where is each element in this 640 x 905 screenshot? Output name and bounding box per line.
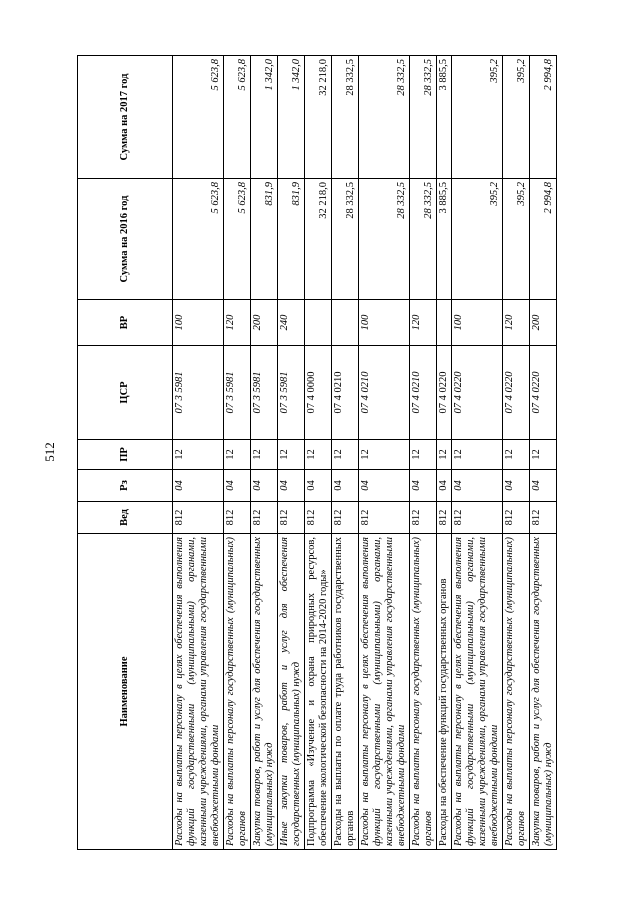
cell-sum-2016: 28 332,5: [410, 179, 437, 300]
cell-name: Расходы на выплаты персоналу в целях обеспечения выполнения функций государственными (муниципальными) органами, казенными учреждениями, органами управления государственными внебюджетными фондами: [359, 534, 410, 850]
cell-name: Расходы на выплаты персоналу государственных (муниципальных) органов: [224, 534, 251, 850]
cell-rz: 04: [359, 470, 410, 502]
cell-vr: 120: [410, 300, 437, 346]
table-body: [173, 56, 557, 850]
cell-sum-2016: 5 623,8: [224, 179, 251, 300]
cell-ved: 812: [503, 502, 530, 534]
cell-vr: 240: [278, 300, 305, 346]
cell-pr: 12: [410, 440, 437, 470]
table-row: [530, 56, 557, 850]
table-row: [305, 56, 332, 850]
cell-pr: 12: [503, 440, 530, 470]
cell-rz: 04: [530, 470, 557, 502]
cell-rz: 04: [452, 470, 503, 502]
cell-vr: [305, 300, 332, 346]
cell-vr: 120: [224, 300, 251, 346]
cell-sum-2017: 1 342,0: [278, 56, 305, 179]
table-row: [278, 56, 305, 850]
budget-table: [77, 55, 557, 850]
cell-pr: 12: [437, 440, 452, 470]
rotated-page: [77, 56, 601, 850]
table-row: [173, 56, 224, 850]
cell-sum-2017: 1 342,0: [251, 56, 278, 179]
cell-csr: 07 4 0220: [530, 346, 557, 440]
header-sum-2017: Сумма на 2017 год: [78, 56, 173, 179]
cell-sum-2016: 28 332,5: [332, 179, 359, 300]
header-vr: ВР: [78, 300, 173, 346]
cell-name: Закупка товаров, работ и услуг для обеспечения государственных (муниципальных) нужд: [251, 534, 278, 850]
page-number: 512: [42, 442, 57, 462]
cell-pr: 12: [278, 440, 305, 470]
cell-name: Подпрограмма «Изучение и охрана природных ресурсов, обеспечение экологической безопасности на 2014-2020 годы»: [305, 534, 332, 850]
cell-vr: 200: [251, 300, 278, 346]
cell-name: Иные закупки товаров, работ и услуг для обеспечения государственных (муниципальных) нужд: [278, 534, 305, 850]
cell-ved: 812: [278, 502, 305, 534]
table-row: [452, 56, 503, 850]
cell-csr: 07 3 5981: [224, 346, 251, 440]
cell-ved: 812: [452, 502, 503, 534]
cell-sum-2017: 5 623,8: [224, 56, 251, 179]
cell-name: Расходы на выплаты персоналу государственных (муниципальных) органов: [503, 534, 530, 850]
cell-ved: 812: [437, 502, 452, 534]
cell-name: Расходы на обеспечение функций государственных органов: [437, 534, 452, 850]
header-sum-2016: Сумма на 2016 год: [78, 179, 173, 300]
cell-vr: 120: [503, 300, 530, 346]
cell-rz: 04: [305, 470, 332, 502]
cell-sum-2017: 32 218,0: [305, 56, 332, 179]
table-row: [410, 56, 437, 850]
cell-name: Расходы на выплаты персоналу в целях обеспечения выполнения функций государственными (муниципальными) органами, казенными учреждениями, органами управления государственными внебюджетными фондами: [452, 534, 503, 850]
cell-csr: 07 4 0220: [437, 346, 452, 440]
cell-name: Расходы на выплаты по оплате труда работников государственных органов: [332, 534, 359, 850]
cell-vr: 200: [530, 300, 557, 346]
cell-rz: 04: [410, 470, 437, 502]
cell-rz: 04: [332, 470, 359, 502]
cell-pr: 12: [530, 440, 557, 470]
table-header-row: [78, 56, 173, 850]
cell-sum-2017: 5 623,8: [173, 56, 224, 179]
cell-sum-2016: 3 885,5: [437, 179, 452, 300]
table-row: [503, 56, 530, 850]
cell-sum-2016: 2 994,8: [530, 179, 557, 300]
table-row: [437, 56, 452, 850]
cell-rz: 04: [251, 470, 278, 502]
cell-pr: 12: [224, 440, 251, 470]
cell-sum-2016: 831,9: [251, 179, 278, 300]
cell-csr: 07 3 5981: [251, 346, 278, 440]
header-csr: ЦСР: [78, 346, 173, 440]
cell-name: Расходы на выплаты персоналу государственных (муниципальных) органов: [410, 534, 437, 850]
cell-csr: 07 4 0000: [305, 346, 332, 440]
cell-vr: [332, 300, 359, 346]
cell-vr: 100: [173, 300, 224, 346]
cell-csr: 07 3 5981: [278, 346, 305, 440]
cell-rz: 04: [503, 470, 530, 502]
cell-csr: 07 4 0220: [503, 346, 530, 440]
cell-sum-2016: 32 218,0: [305, 179, 332, 300]
cell-sum-2017: 28 332,5: [332, 56, 359, 179]
cell-ved: 812: [332, 502, 359, 534]
table-row: [224, 56, 251, 850]
cell-ved: 812: [410, 502, 437, 534]
cell-rz: 04: [173, 470, 224, 502]
cell-sum-2016: 395,2: [503, 179, 530, 300]
header-pr: ПР: [78, 440, 173, 470]
cell-rz: 04: [278, 470, 305, 502]
table-row: [359, 56, 410, 850]
cell-sum-2017: 395,2: [503, 56, 530, 179]
cell-ved: 812: [173, 502, 224, 534]
cell-sum-2017: 28 332,5: [359, 56, 410, 179]
cell-csr: 07 4 0210: [359, 346, 410, 440]
cell-vr: [437, 300, 452, 346]
header-name: Наименование: [78, 534, 173, 850]
header-ved: Вед: [78, 502, 173, 534]
cell-sum-2016: 28 332,5: [359, 179, 410, 300]
table-row: [332, 56, 359, 850]
cell-sum-2017: 2 994,8: [530, 56, 557, 179]
cell-csr: 07 4 0220: [452, 346, 503, 440]
cell-csr: 07 4 0210: [332, 346, 359, 440]
cell-sum-2016: 5 623,8: [173, 179, 224, 300]
cell-pr: 12: [332, 440, 359, 470]
table-row: [251, 56, 278, 850]
cell-name: Расходы на выплаты персоналу в целях обеспечения выполнения функций государственными (муниципальными) органами, казенными учреждениями, органами управления государственными внебюджетными фондами: [173, 534, 224, 850]
cell-ved: 812: [530, 502, 557, 534]
cell-vr: 100: [452, 300, 503, 346]
cell-pr: 12: [452, 440, 503, 470]
cell-pr: 12: [359, 440, 410, 470]
cell-pr: 12: [251, 440, 278, 470]
cell-vr: 100: [359, 300, 410, 346]
cell-ved: 812: [359, 502, 410, 534]
cell-sum-2017: 395,2: [452, 56, 503, 179]
cell-ved: 812: [305, 502, 332, 534]
cell-sum-2017: 3 885,5: [437, 56, 452, 179]
cell-csr: 07 4 0210: [410, 346, 437, 440]
cell-name: Закупка товаров, работ и услуг для обеспечения государственных (муниципальных) нужд: [530, 534, 557, 850]
cell-rz: 04: [224, 470, 251, 502]
cell-rz: 04: [437, 470, 452, 502]
cell-sum-2016: 831,9: [278, 179, 305, 300]
cell-sum-2017: 28 332,5: [410, 56, 437, 179]
cell-sum-2016: 395,2: [452, 179, 503, 300]
cell-pr: 12: [305, 440, 332, 470]
cell-ved: 812: [251, 502, 278, 534]
header-rz: Рз: [78, 470, 173, 502]
cell-pr: 12: [173, 440, 224, 470]
cell-csr: 07 3 5981: [173, 346, 224, 440]
cell-ved: 812: [224, 502, 251, 534]
